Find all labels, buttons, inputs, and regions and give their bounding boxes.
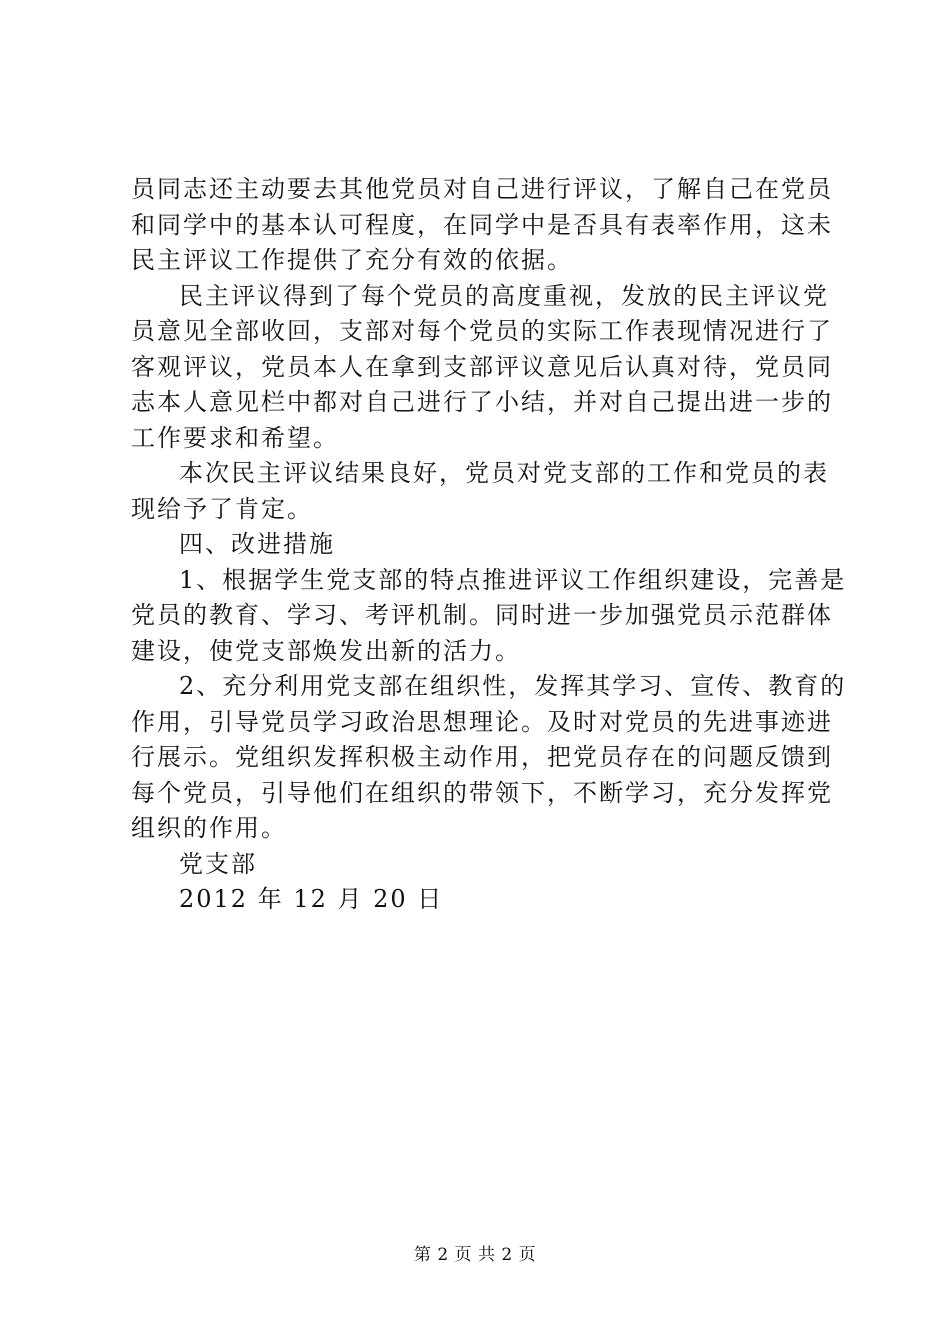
text-line: 员意见全部收回，支部对每个党员的实际工作表现情况进行了	[131, 317, 833, 345]
text-line: 组织的作用。	[131, 814, 287, 842]
text-line: 员同志还主动要去其他党员对自己进行评议，了解自己在党员	[131, 175, 833, 203]
text-line: 客观评议，党员本人在拿到支部评议意见后认真对待，党员同	[131, 352, 833, 381]
text-line: 每个党员，引导他们在组织的带领下，不断学习，充分发挥党	[131, 778, 833, 807]
document-body	[131, 172, 847, 918]
page-footer: 第 2 页 共 2 页	[413, 1245, 537, 1265]
text-line: 民主评议工作提供了充分有效的依据。	[131, 246, 573, 274]
text-line: 志本人意见栏中都对自己进行了小结，并对自己提出进一步的	[131, 388, 833, 416]
text-line: 工作要求和希望。	[131, 423, 339, 452]
text-line: 民主评议得到了每个党员的高度重视，发放的民主评议党	[179, 281, 829, 310]
text-line: 本次民主评议结果良好，党员对党支部的工作和党员的表	[179, 459, 829, 487]
text-line: 建设，使党支部焕发出新的活力。	[131, 636, 521, 665]
text-line: 党支部	[179, 849, 257, 878]
text-line: 四、改进措施	[179, 530, 335, 558]
text-line: 2012 年 12 月 20 日	[179, 885, 444, 913]
text-line: 1、根据学生党支部的特点推进评议工作组织建设，完善是	[179, 565, 847, 594]
text-line: 行展示。党组织发挥积极主动作用，把党员存在的问题反馈到	[131, 743, 833, 771]
text-line: 现给予了肯定。	[131, 494, 313, 523]
text-line: 作用，引导党员学习政治思想理论。及时对党员的先进事迹进	[131, 707, 833, 736]
text-line: 党员的教育、学习、考评机制。同时进一步加强党员示范群体	[131, 601, 833, 629]
text-line: 2、充分利用党支部在组织性，发挥其学习、宣传、教育的	[179, 672, 847, 700]
text-line: 和同学中的基本认可程度，在同学中是否具有表率作用，这未	[131, 210, 833, 239]
